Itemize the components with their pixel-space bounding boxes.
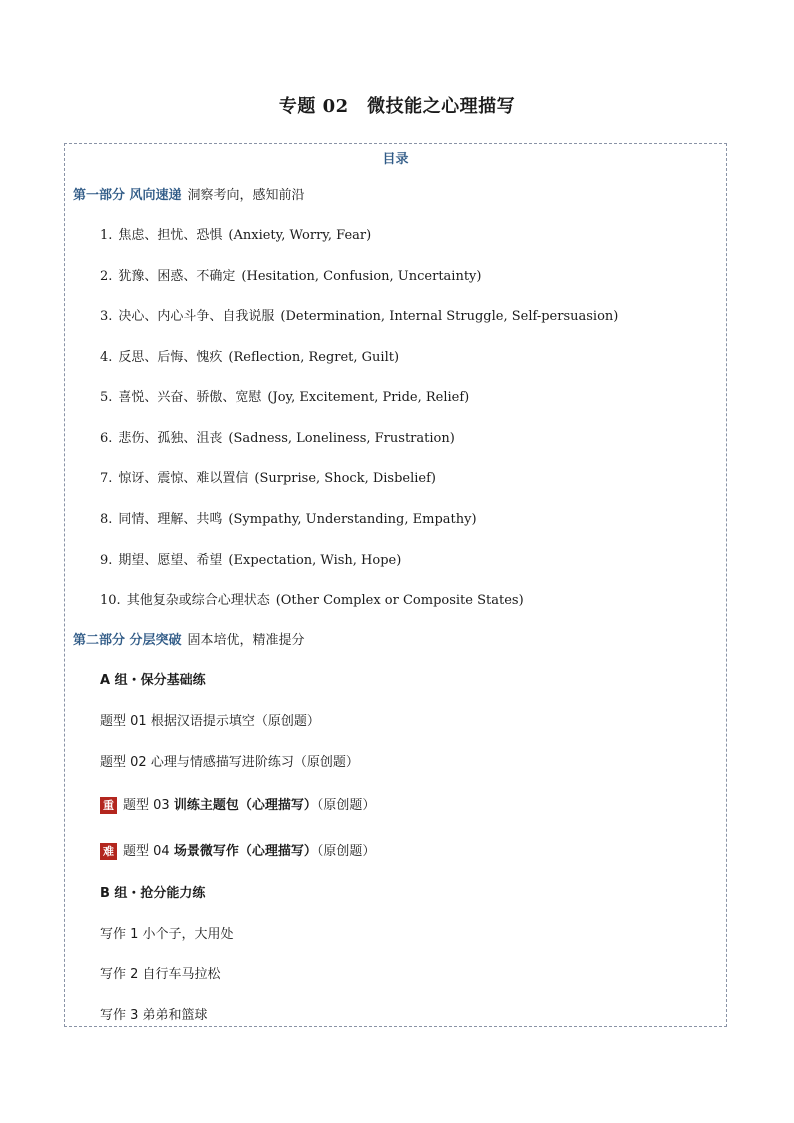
- item-title-cn: 反思、后悔、愧疚: [118, 350, 223, 365]
- item-number: 9.: [100, 553, 113, 568]
- item-bold-text: 训练主题包（心理描写）: [173, 798, 317, 813]
- table-of-contents: [64, 143, 727, 1027]
- item-title-cn: 犹豫、困惑、不确定: [118, 269, 236, 284]
- toc-item-2[interactable]: [100, 268, 481, 286]
- important-badge-icon: 重: [100, 797, 117, 814]
- part-one-subtitle: 洞察考向，感知前沿: [187, 188, 305, 203]
- item-title-en: (Expectation, Wish, Hope): [228, 553, 402, 568]
- part-two-label: 第二部分 分层突破: [73, 633, 182, 648]
- group-b-item-1[interactable]: 写作 1 小个子，大用处: [100, 927, 234, 942]
- item-prefix: 题型 02: [100, 755, 151, 770]
- item-number: 5.: [100, 390, 113, 405]
- item-title-en: (Sadness, Loneliness, Frustration): [228, 431, 455, 446]
- item-prefix: 题型 04: [123, 844, 174, 859]
- part-two-subtitle: 固本培优，精准提分: [187, 633, 305, 648]
- toc-item-4[interactable]: [100, 349, 399, 367]
- item-number: 7.: [100, 471, 113, 486]
- item-title-cn: 其他复杂或综合心理状态: [126, 593, 270, 608]
- item-number: 4.: [100, 350, 113, 365]
- item-number: 8.: [100, 512, 113, 527]
- item-text: 根据汉语提示填空（原创题）: [150, 714, 320, 729]
- item-title-cn: 焦虑、担忧、恐惧: [118, 228, 223, 243]
- item-title-cn: 期望、愿望、希望: [118, 553, 223, 568]
- group-a-item-1[interactable]: [100, 713, 320, 731]
- toc-heading: 目录: [382, 152, 409, 167]
- item-bold-text: 场景微写作（心理描写）: [173, 844, 317, 859]
- item-title-cn: 决心、内心斗争、自我说服: [118, 309, 275, 324]
- toc-item-6[interactable]: [100, 430, 455, 448]
- group-a-item-2[interactable]: [100, 754, 359, 772]
- toc-item-8[interactable]: [100, 511, 477, 529]
- item-title-cn: 惊讶、震惊、难以置信: [118, 471, 249, 486]
- item-title-cn: 悲伤、孤独、沮丧: [118, 431, 223, 446]
- group-b-heading: B 组・抢分能力练: [100, 886, 206, 901]
- item-title-en: (Surprise, Shock, Disbelief): [254, 471, 436, 486]
- item-title-en: (Sympathy, Understanding, Empathy): [228, 512, 477, 527]
- item-title-en: (Anxiety, Worry, Fear): [228, 228, 372, 243]
- item-title-cn: 喜悦、兴奋、骄傲、宽慰: [118, 390, 262, 405]
- item-prefix: 题型 01: [100, 714, 151, 729]
- toc-item-5[interactable]: [100, 389, 469, 407]
- toc-item-7[interactable]: [100, 470, 436, 488]
- toc-item-3[interactable]: [100, 308, 618, 326]
- item-title-en: (Reflection, Regret, Guilt): [228, 350, 400, 365]
- item-title-en: (Hesitation, Confusion, Uncertainty): [241, 269, 482, 284]
- item-text: （原创题）: [316, 844, 376, 859]
- item-title-en: (Other Complex or Composite States): [275, 593, 524, 608]
- part-one-heading: [73, 187, 305, 205]
- part-one-label: 第一部分 风向速递: [73, 188, 182, 203]
- group-b-item-3[interactable]: 写作 3 弟弟和篮球: [100, 1008, 208, 1023]
- group-a-item-3[interactable]: [100, 797, 375, 815]
- toc-item-9[interactable]: [100, 552, 401, 570]
- item-number: 6.: [100, 431, 113, 446]
- item-number: 1.: [100, 228, 113, 243]
- group-a-item-4[interactable]: [100, 843, 375, 861]
- group-b-item-2[interactable]: 写作 2 自行车马拉松: [100, 967, 221, 982]
- group-a-heading: A 组・保分基础练: [100, 673, 206, 688]
- item-number: 3.: [100, 309, 113, 324]
- item-text: 心理与情感描写进阶练习（原创题）: [150, 755, 359, 770]
- toc-item-10[interactable]: [100, 592, 524, 610]
- page-title: 专题 02 微技能之心理描写: [278, 96, 516, 117]
- item-text: （原创题）: [316, 798, 376, 813]
- toc-item-1[interactable]: [100, 227, 371, 245]
- item-prefix: 题型 03: [123, 798, 174, 813]
- item-number: 2.: [100, 269, 113, 284]
- difficult-badge-icon: 难: [100, 843, 117, 860]
- item-title-cn: 同情、理解、共鸣: [118, 512, 223, 527]
- item-title-en: (Joy, Excitement, Pride, Relief): [267, 390, 470, 405]
- part-two-heading: [73, 632, 305, 650]
- item-title-en: (Determination, Internal Struggle, Self-persuasion): [280, 309, 619, 324]
- item-number: 10.: [100, 593, 121, 608]
